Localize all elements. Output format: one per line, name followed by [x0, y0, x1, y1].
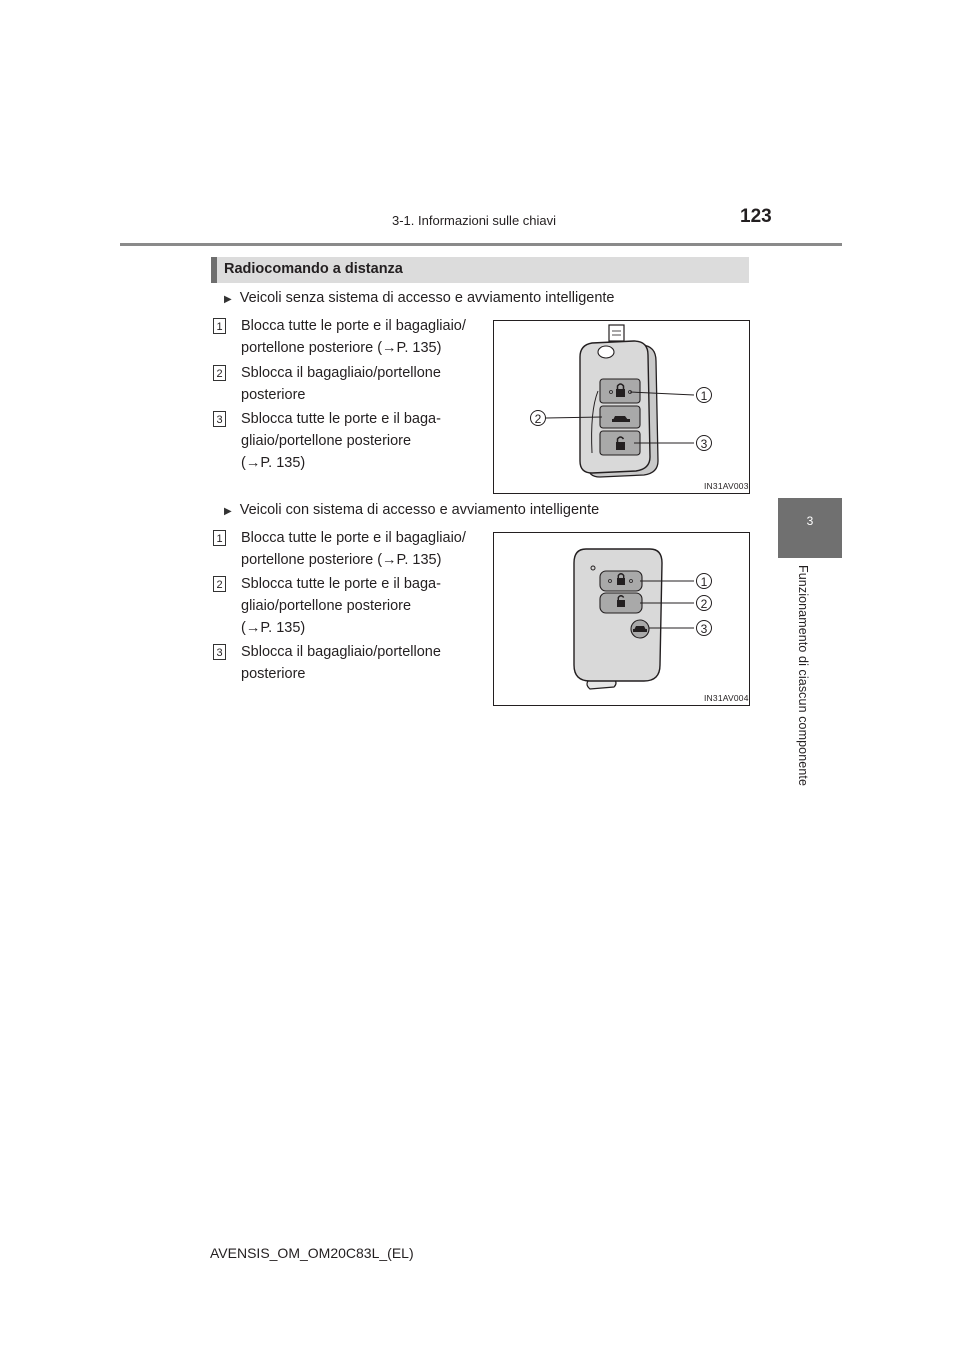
item-text: Sblocca il bagagliaio/portellone posteriore [241, 644, 441, 682]
chapter-tab [778, 498, 842, 558]
triangle-bullet-icon: ▶ [224, 506, 232, 517]
flip-key-figure [493, 320, 750, 494]
callout-1: 1 [696, 387, 712, 403]
item-text: Blocca tutte le porte e il bagagliaio/ portellone posteriore (→P. 135) [241, 318, 466, 356]
callout-2: 2 [530, 410, 546, 426]
flip-key-illustration [494, 321, 749, 493]
item-number: 1 [213, 318, 226, 334]
item-number: 2 [213, 365, 226, 381]
callout-3: 3 [696, 620, 712, 636]
block-heading: ▶ Veicoli senza sistema di accesso e avviamento intelligente [224, 290, 615, 306]
item-text: Blocca tutte le porte e il bagagliaio/ portellone posteriore (→P. 135) [241, 530, 466, 568]
item-number: 2 [213, 576, 226, 592]
triangle-bullet-icon: ▶ [224, 294, 232, 305]
header-rule [120, 243, 842, 246]
item-text: Sblocca tutte le porte e il baga- gliaio/portellone posteriore (→P. 135) [241, 411, 441, 471]
section-title: Radiocomando a distanza [224, 261, 403, 277]
item-number: 3 [213, 644, 226, 660]
callout-3: 3 [696, 435, 712, 451]
chapter-side-label: Funzionamento di ciascun componente [796, 565, 810, 786]
document-code-footer: AVENSIS_OM_OM20C83L_(EL) [210, 1245, 414, 1261]
smart-key-illustration [494, 533, 749, 705]
figure-code: IN31AV003 [704, 481, 749, 491]
callout-1: 1 [696, 573, 712, 589]
chapter-tab-number: 3 [806, 514, 814, 528]
header-section-title: 3-1. Informazioni sulle chiavi [392, 213, 557, 228]
section-title-accent [211, 257, 217, 283]
item-text: Sblocca tutte le porte e il baga- gliaio/portellone posteriore (→P. 135) [241, 576, 441, 636]
smart-key-figure [493, 532, 750, 706]
item-text: Sblocca il bagagliaio/portellone posteriore [241, 365, 441, 403]
page-number: 123 [740, 206, 772, 227]
block-heading: ▶ Veicoli con sistema di accesso e avviamento intelligente [224, 502, 600, 518]
item-number: 1 [213, 530, 226, 546]
figure-code: IN31AV004 [704, 693, 749, 703]
item-number: 3 [213, 411, 226, 427]
callout-2: 2 [696, 595, 712, 611]
